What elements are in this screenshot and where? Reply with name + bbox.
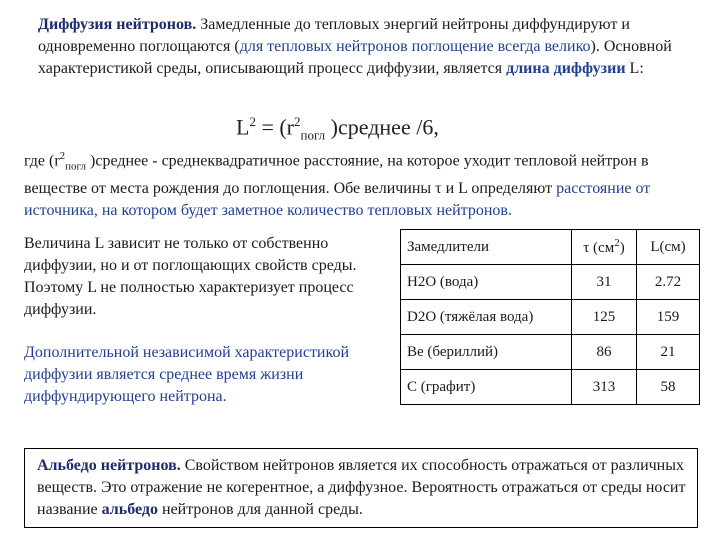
table-row	[401, 300, 700, 335]
table-row	[401, 370, 700, 405]
formula-rest: )среднее /6,	[325, 114, 439, 140]
albedo-text-2: нейтронов для данной среды.	[158, 501, 363, 518]
row-tau: 86	[572, 335, 637, 370]
row-name: H2O (вода)	[401, 265, 572, 300]
row-tau: 313	[572, 370, 637, 405]
formula-sub: погл	[300, 127, 326, 143]
diffusion-formula	[236, 108, 439, 150]
intro-text-1: Замедленные до тепловых энергий нейтроны диффундируют и одновременно поглощаются (	[38, 16, 630, 55]
lifetime-paragraph: Дополнительной независимой характеристикой диффузии является среднее время жизни диффундирующего нейтрона.	[24, 344, 350, 405]
row-name: D2O (тяжёлая вода)	[401, 300, 572, 335]
header-tau: τ $(см^2)$	[572, 230, 637, 265]
intro-paragraph	[38, 14, 678, 80]
albedo-title: Альбедо нейтронов.	[37, 457, 181, 474]
table-row	[401, 265, 700, 300]
row-L: 2.72	[637, 265, 700, 300]
row-name: C (графит)	[401, 370, 572, 405]
formula-sup-r: 2	[294, 114, 301, 129]
definition-paragraph	[24, 145, 696, 222]
def-sub: погл	[65, 160, 87, 173]
header-moderators: Замедлители	[401, 230, 572, 265]
albedo-text-1: Свойством нейтронов является их способность отражаться от различных веществ. Это отражение не когерентное, а диффузное. Вероятность отражаться от среды носит название	[37, 457, 686, 518]
formula-L: L	[236, 114, 250, 140]
moderators-table	[400, 229, 700, 405]
def-sup: 2	[59, 150, 66, 162]
row-L: 21	[637, 335, 700, 370]
albedo-paragraph	[24, 448, 698, 528]
diffusion-length-term: длина диффузии	[506, 60, 626, 77]
def-blue-text: расстояние от источника, на котором будет заметное количество тепловых нейтронов.	[24, 179, 651, 219]
table-row	[401, 335, 700, 370]
intro-text-2: ). Основной характеристикой среды, описывающий процесс диффузии, является	[38, 38, 672, 77]
diffusion-title: Диффузия нейтронов.	[38, 16, 197, 33]
row-tau: 125	[572, 300, 637, 335]
albedo-term: альбедо	[101, 501, 159, 518]
dependence-paragraph: Величина L зависит не только от собственно диффузии, но и от поглощающих свойств среды. Поэтому L не полностью характеризует процесс диффузии.	[24, 235, 357, 318]
def-text-1: где (r	[24, 152, 60, 170]
row-name: Be (бериллий)	[401, 335, 572, 370]
table-header-row	[401, 230, 700, 265]
def-text-2: )среднее - среднеквадратичное расстояние, на которое уходит тепловой нейтрон в веществе от места рождения до поглощения. Обе величины τ и L определяют	[24, 152, 649, 197]
intro-text-3: L:	[625, 60, 644, 77]
row-L: 58	[637, 370, 700, 405]
formula-sup: 2	[249, 114, 256, 129]
header-L: L(см)	[637, 230, 700, 265]
intro-blue-text: для тепловых нейтронов поглощение всегда велико	[239, 38, 591, 55]
formula-eq: = (r	[255, 114, 295, 140]
row-L: 159	[637, 300, 700, 335]
row-tau: 31	[572, 265, 637, 300]
